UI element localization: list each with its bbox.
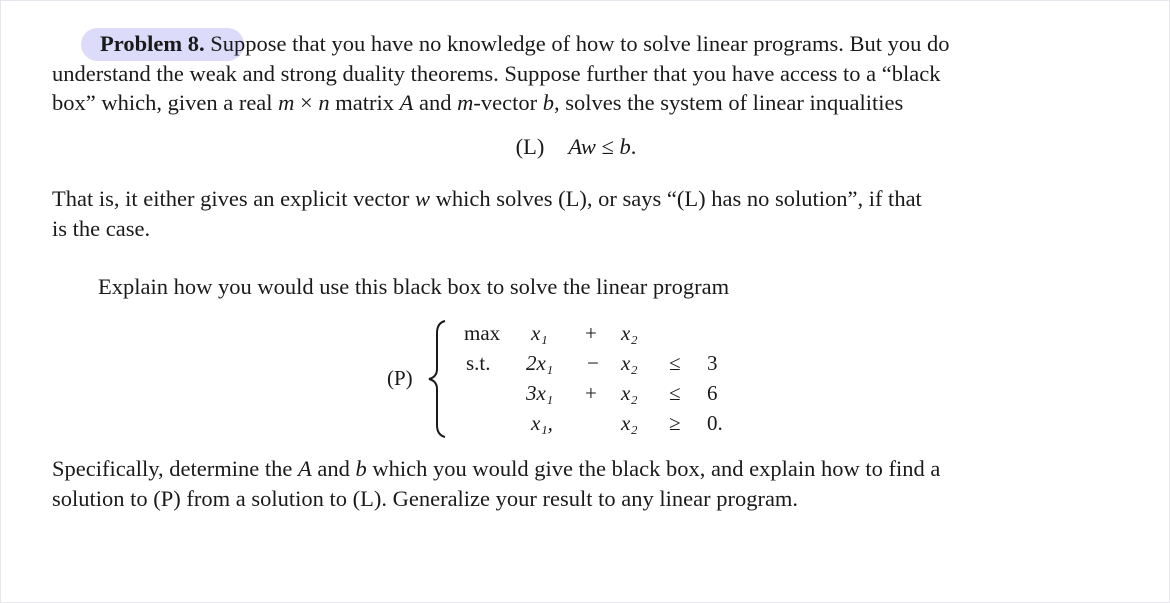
lp-tag: (P) (387, 366, 413, 390)
math-var: b (542, 90, 554, 115)
text-segment: and (311, 456, 356, 481)
lp-cell-r1-c2: − (587, 351, 599, 375)
equation-tag: (L) (515, 134, 545, 159)
problem-line-2: understand the weak and strong duality theorems. Suppose further that you have access to a “black (52, 60, 941, 86)
problem-line-3 (52, 88, 1112, 118)
math-var: n (318, 90, 330, 115)
para2-line-1 (52, 184, 1112, 214)
problem-label: Problem 8. (100, 31, 205, 56)
lp-cell-r1-c5: 3 (707, 351, 718, 375)
lp-cell-r3-c4: ≥ (669, 411, 681, 435)
lp-cell-r3-c3: x₂ (621, 411, 638, 435)
text-segment: That is, it either gives an explicit vector (52, 186, 416, 211)
left-brace-icon (425, 319, 449, 439)
lp-cell-r3-c1: x₁, (531, 411, 553, 435)
equation-end: . (630, 134, 637, 159)
lp-cell-r0-c2: + (585, 321, 597, 345)
math-var: A (297, 456, 312, 481)
text-segment: Specifically, determine the (52, 456, 298, 481)
equation-rhs: b (619, 134, 631, 159)
math-var: A (399, 90, 414, 115)
lp-cell-r2-c1: 3x₁ (526, 381, 554, 405)
equation-relation: ≤ (595, 134, 620, 159)
lp-cell-r0-c3: x₂ (621, 321, 638, 345)
lp-cell-r0-c1: x₁ (531, 321, 548, 345)
lp-cell-r2-c5: 6 (707, 381, 718, 405)
lp-cell-r0-c0: max (464, 321, 501, 345)
text-segment: , solves the system of linear inqualities (553, 90, 904, 115)
lp-cell-r1-c4: ≤ (669, 351, 681, 375)
final-line-2: solution to (P) from a solution to (L). Generalize your result to any linear program. (52, 485, 799, 511)
lp-cell-r1-c3: x₂ (621, 351, 638, 375)
problem-paragraph (52, 29, 1112, 118)
lp-cell-r2-c3: x₂ (621, 381, 638, 405)
lp-cell-r3-c5: 0. (707, 411, 723, 435)
paragraph-2 (52, 184, 1112, 243)
explain-line: Explain how you would use this black box to solve the linear program (98, 274, 730, 299)
final-line-1 (52, 454, 1112, 484)
math-op: × (294, 90, 319, 115)
text-segment: which solves (L), or says “(L) has no solution”, if that (430, 186, 922, 211)
final-paragraph (52, 454, 1112, 513)
text-segment: and (413, 90, 458, 115)
equation-lhs: Aw (568, 134, 596, 159)
lp-cell-r2-c2: + (585, 381, 597, 405)
text-segment: which you would give the black box, and explain how to find a (366, 456, 941, 481)
lp-cell-r2-c4: ≤ (669, 381, 681, 405)
para2-line-2: is the case. (52, 215, 151, 241)
math-var: w (415, 186, 431, 211)
problem-text-1: Suppose that you have no knowledge of how to solve linear programs. But you do (210, 31, 950, 56)
equation-L (1, 134, 1151, 160)
lp-cell-r1-c0: s.t. (466, 351, 491, 375)
problem-line-1 (52, 29, 1112, 59)
math-var: m (278, 90, 295, 115)
text-segment: -vector (473, 90, 543, 115)
math-var: b (355, 456, 367, 481)
text-segment: matrix (329, 90, 400, 115)
text-segment: box” which, given a real (52, 90, 279, 115)
math-var: m (457, 90, 474, 115)
lp-cell-r1-c1: 2x₁ (526, 351, 554, 375)
